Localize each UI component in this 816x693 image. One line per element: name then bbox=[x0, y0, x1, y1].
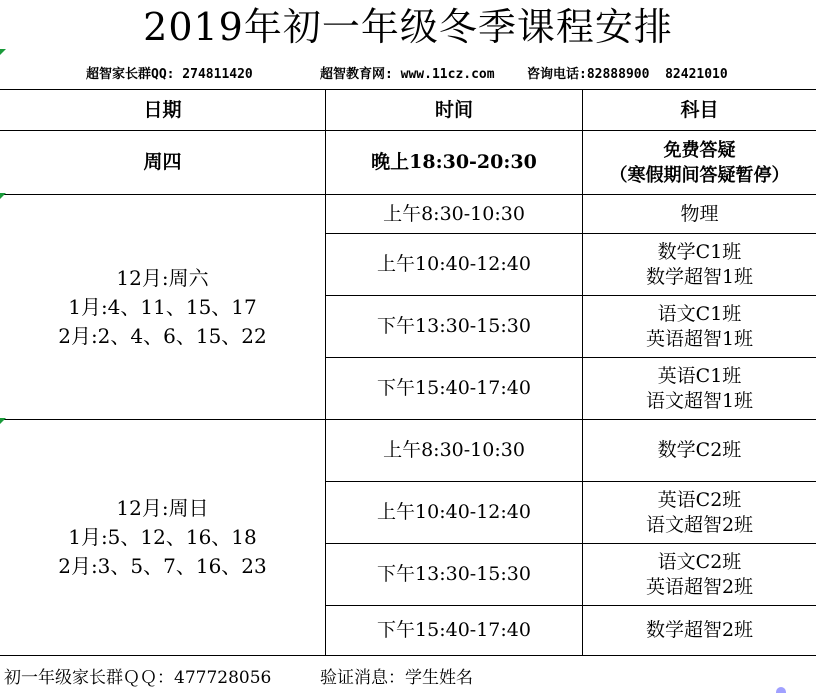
subject-line: 英语C1班 bbox=[657, 364, 742, 387]
subject-cell bbox=[583, 195, 816, 233]
thursday-subject bbox=[583, 131, 816, 194]
subject-line: 英语超智1班 bbox=[645, 327, 754, 350]
footer-parent-group: 初一年级家长群ＱＱ：477728056 bbox=[4, 668, 272, 688]
time-cell: 下午15:40-17:40 bbox=[377, 377, 531, 399]
subject-line: 英语超智2班 bbox=[645, 575, 754, 598]
date-line: 1月:4、11、15、17 bbox=[68, 294, 257, 319]
subject-line: 语文超智1班 bbox=[645, 389, 754, 412]
subject-line: 数学超智1班 bbox=[645, 265, 754, 288]
subject-cell bbox=[583, 482, 816, 543]
subject-cell bbox=[583, 606, 816, 655]
date-line: 12月:周六 bbox=[116, 265, 209, 290]
time-cell: 下午13:30-15:30 bbox=[377, 563, 531, 585]
subject-cell bbox=[583, 296, 816, 357]
subject-line: （寒假期间答疑暂停） bbox=[609, 164, 790, 186]
thursday-date: 周四 bbox=[143, 151, 182, 173]
subject-cell bbox=[583, 234, 816, 295]
time-cell: 下午15:40-17:40 bbox=[377, 619, 531, 641]
subject-line: 数学C2班 bbox=[657, 439, 742, 461]
thursday-time: 晚上18:30-20:30 bbox=[371, 151, 537, 173]
time-cell: 下午13:30-15:30 bbox=[377, 315, 531, 337]
website-text: 超智教育网: www.11cz.com bbox=[320, 67, 495, 82]
subject-cell bbox=[583, 544, 816, 605]
header-subject: 科目 bbox=[680, 98, 719, 121]
date-line: 12月:周日 bbox=[116, 496, 209, 520]
phone-text: 咨询电话:82888900 82421010 bbox=[527, 67, 728, 82]
footer-verification: 验证消息：学生姓名 bbox=[320, 668, 473, 688]
subject-cell bbox=[583, 358, 816, 419]
sunday-dates bbox=[0, 420, 325, 655]
subject-line: 数学超智2班 bbox=[645, 619, 754, 641]
subject-line: 语文超智2班 bbox=[645, 513, 754, 536]
header-date: 日期 bbox=[143, 98, 182, 121]
contact-bar bbox=[0, 60, 816, 84]
qq-group-text: 超智家长群QQ: 274811420 bbox=[86, 67, 253, 82]
subject-line: 数学C1班 bbox=[657, 240, 742, 263]
time-cell: 上午8:30-10:30 bbox=[383, 439, 525, 461]
subject-line: 免费答疑 bbox=[663, 139, 736, 161]
subject-line: 英语C2班 bbox=[657, 488, 742, 511]
date-line: 1月:5、12、16、18 bbox=[68, 525, 257, 549]
time-cell: 上午10:40-12:40 bbox=[377, 253, 531, 275]
saturday-dates bbox=[0, 195, 325, 419]
scroll-indicator-icon bbox=[776, 687, 786, 693]
subject-line: 语文C2班 bbox=[657, 550, 742, 573]
header-time: 时间 bbox=[434, 98, 473, 121]
subject-line: 语文C1班 bbox=[657, 302, 742, 325]
date-line: 2月:3、5、7、16、23 bbox=[58, 554, 267, 578]
corner-mark bbox=[0, 49, 6, 55]
date-line: 2月:2、4、6、15、22 bbox=[58, 323, 267, 348]
time-cell: 上午10:40-12:40 bbox=[377, 501, 531, 523]
subject-cell bbox=[583, 420, 816, 481]
page-title: 2019年初一年级冬季课程安排 bbox=[143, 5, 673, 49]
subject-line: 物理 bbox=[680, 202, 719, 225]
time-cell: 上午8:30-10:30 bbox=[383, 202, 525, 225]
